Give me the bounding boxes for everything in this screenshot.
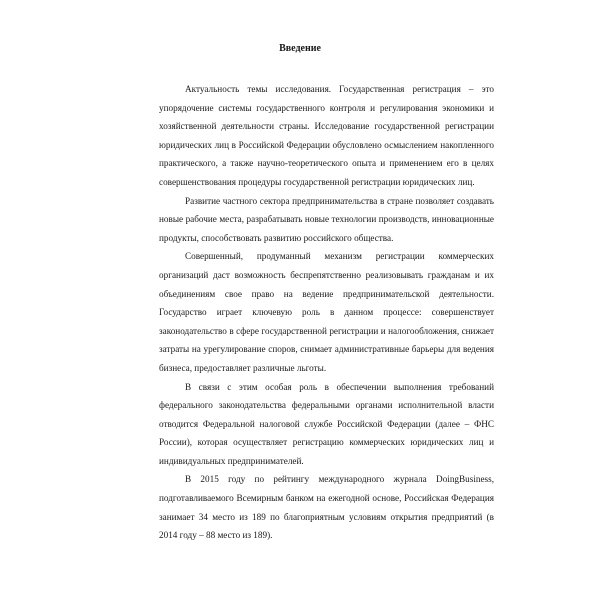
page-title: Введение [279,43,321,54]
paragraph-registration-mechanism: Совершенный, продуманный механизм регистрации коммерческих организаций даст возможность беспрепятственно реализовывать гражданам и их объединениям свое право на ведение предпринимательской деятельности. Государство играет ключевую роль в данном процессе: совершенствует законодательство в сфере государственной регистрации и налогообложения, снижает затраты на урегулирование споров, снимает административные барьеры для ведения бизнеса, предоставляет различные льготы. [159,251,494,373]
paragraph-relevance: Актуальность темы исследования. Государственная регистрация – это упорядочение системы государственного контроля и регулирования экономики и хозяйственной деятельности страны. Исследование государственной регистрации юридических лиц в Российской Федерации обусловлено осмыслением накопленного практического, а также научно-теоретического опыта и применением его в целях совершенствования процедуры государственной регистрации юридических лиц. [159,84,494,187]
document-body [159,80,494,545]
paragraph-doing-business-rating: В 2015 году по рейтингу международного журнала DoingBusiness, подготавливаемого Всемирным банком на ежегодной основе, Российская Федерация занимает 34 место из 189 по благоприятным условиям открытия предприятий (в 2014 году – 88 место из 189). [159,474,494,541]
paragraph-tax-service-role: В связи с этим особая роль в обеспечении выполнения требований федерального законодательства федеральными органами исполнительной власти отводится Федеральной налоговой службе Российской Федерации (далее – ФНС России), которая осуществляет регистрацию коммерческих юридических лиц и индивидуальных предпринимателей. [159,381,494,466]
paragraph-private-sector: Развитие частного сектора предпринимательства в стране позволяет создавать новые рабочие места, разрабатывать новые технологии производств, инновационные продукты, способствовать развитию российского общества. [159,195,494,243]
